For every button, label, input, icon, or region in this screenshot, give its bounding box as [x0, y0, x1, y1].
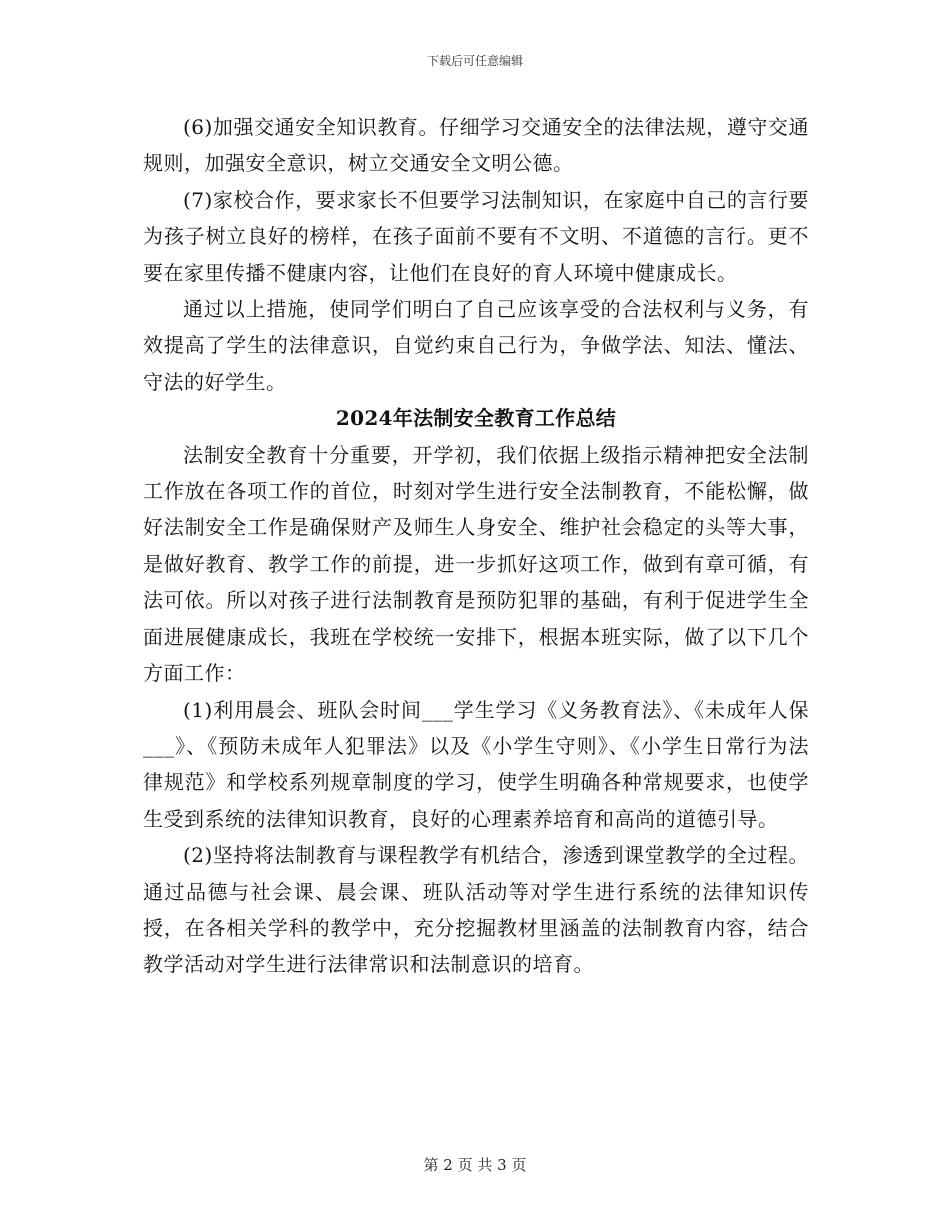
paragraph-item-2: (2)坚持将法制教育与课程教学有机结合，渗透到课堂教学的全过程。通过品德与社会课、晨会课、班队活动等对学生进行系统的法律知识传授，在各相关学科的教学中，充分挖掘教材里涵盖的法制教育内容，结合教学活动对学生进行法律常识和法制意识的培育。	[143, 843, 809, 977]
document-body	[143, 109, 809, 983]
paragraph-item-6: (6)加强交通安全知识教育。仔细学习交通安全的法律法规，遵守交通规则，加强安全意识，树立交通安全文明公德。	[143, 115, 809, 176]
paragraph-conclusion: 通过以上措施，使同学们明白了自己应该享受的合法权利与义务，有效提高了学生的法律意识，自觉约束自己行为，争做学法、知法、懂法、守法的好学生。	[143, 297, 809, 394]
header-note: 下载后可任意编辑	[426, 54, 523, 68]
page-number: 第 2 页 共 3 页	[423, 1156, 527, 1174]
section-title: 2024年法制安全教育工作总结	[335, 406, 617, 431]
paragraph-intro: 法制安全教育十分重要，开学初，我们依据上级指示精神把安全法制工作放在各项工作的首位，时刻对学生进行安全法制教育，不能松懈，做好法制安全工作是确保财产及师生人身安全、维护社会稳定的头等大事，是做好教育、教学工作的前提，进一步抓好这项工作，做到有章可循，有法可依。所以对孩子进行法制教育是预防犯罪的基础，有利于促进学生全面进展健康成长，我班在学校统一安排下，根据本班实际，做了以下几个方面工作：	[143, 442, 809, 686]
paragraph-item-7: (7)家校合作，要求家长不但要学习法制知识，在家庭中自己的言行要为孩子树立良好的榜样，在孩子面前不要有不文明、不道德的言行。更不要在家里传播不健康内容，让他们在良好的育人环境中健康成长。	[143, 187, 809, 285]
paragraph-item-1: (1)利用晨会、班队会时间___学生学习《义务教育法》、《未成年人保___》、《预防未成年人犯罪法》以及《小学生守则》、《小学生日常行为法律规范》和学校系列规章制度的学习，使学生明确各种常规要求，也使学生受到系统的法律知识教育，良好的心理素养培育和高尚的道德引导。	[143, 697, 809, 831]
